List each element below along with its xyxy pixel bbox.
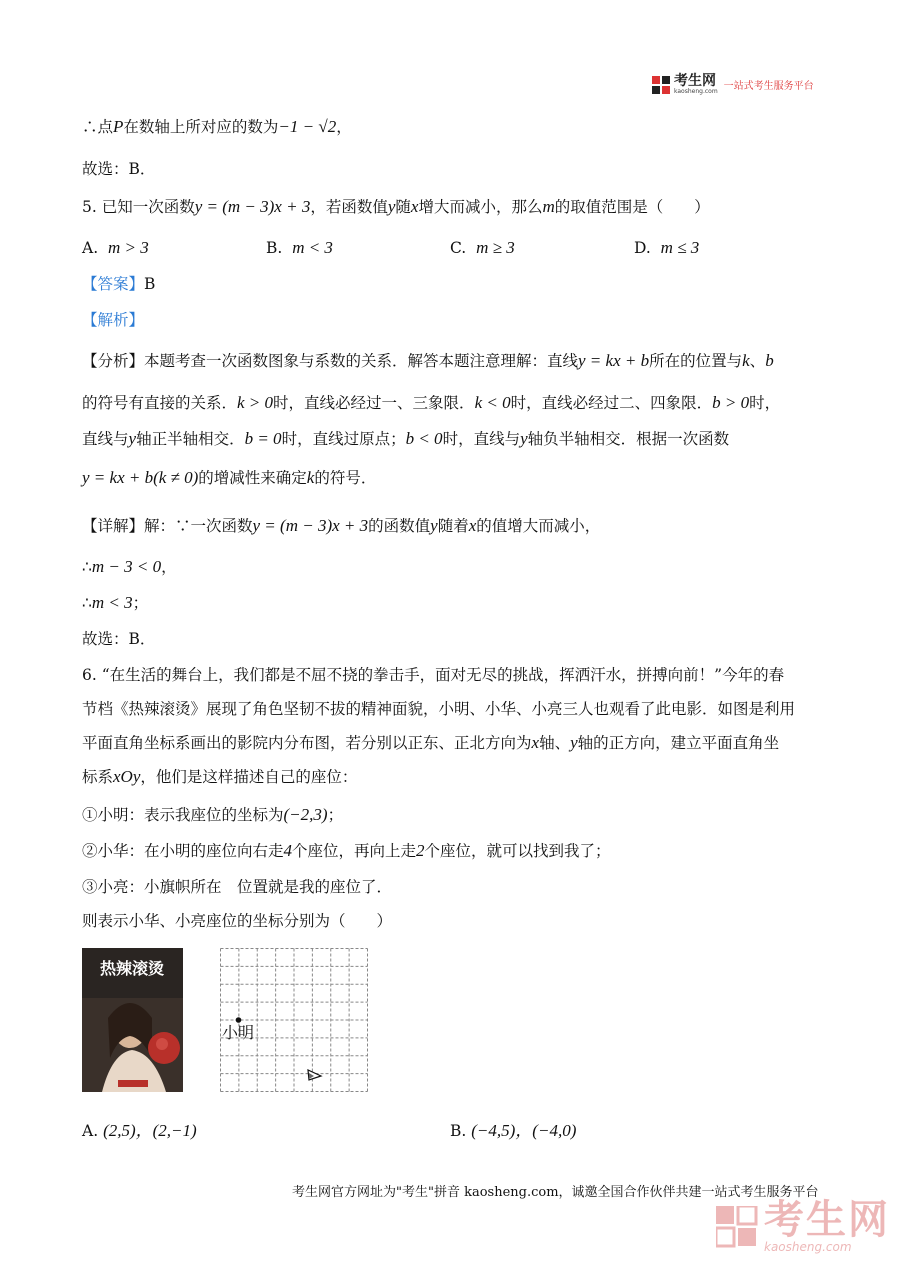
watermark-text: 考生网 bbox=[764, 1197, 890, 1243]
seat-grid bbox=[220, 948, 368, 1096]
header-logo bbox=[652, 74, 814, 95]
logo-icon bbox=[652, 76, 670, 94]
q5-analysis-line4: y = kx + b(k ≠ 0)的增减性来确定k的符号． bbox=[82, 468, 377, 487]
xiaoming-seat-dot bbox=[236, 1017, 242, 1023]
movie-poster bbox=[82, 948, 183, 1092]
q5-analysis-line1: 【分析】本题考查一次函数图象与系数的关系．解答本题注意理解：直线y = kx + b所在的位置与k、b bbox=[82, 351, 774, 370]
q5-option-b: B. m < 3 bbox=[266, 238, 333, 257]
logo-sub: kaosheng.com bbox=[674, 88, 718, 95]
q4-conclusion: ∴点P在数轴上所对应的数为−1 − √2， bbox=[82, 117, 352, 136]
q6-paragraph-2: 节档《热辣滚烫》展现了角色坚韧不拔的精神面貌，小明、小华、小亮三人也观看了此电影．如图是利用 bbox=[82, 700, 796, 718]
watermark-sub: kaosheng.com bbox=[764, 1240, 852, 1254]
q6-option-a: A. (2,5)，(2,−1) bbox=[82, 1121, 197, 1140]
q6-item-3: ③小亮：小旗帜所在 位置就是我的座位了． bbox=[82, 878, 393, 896]
q6-question: 则表示小华、小亮座位的坐标分别为（ ） bbox=[82, 912, 393, 930]
logo-name: 考生网 bbox=[674, 73, 716, 89]
flag-icon bbox=[308, 1070, 321, 1080]
q5-answer: 【答案】B bbox=[82, 275, 156, 293]
q5-analysis-line2: 的符号有直接的关系．k > 0时，直线必经过一、三象限．k < 0时，直线必经过二、四象限．b > 0时， bbox=[82, 393, 781, 412]
logo-slogan: 一站式考生服务平台 bbox=[723, 81, 814, 92]
q5-detail-line2: ∴m − 3 < 0， bbox=[82, 557, 177, 576]
q5-analysis-line3: 直线与y轴正半轴相交．b = 0时，直线过原点；b < 0时，直线与y轴负半轴相交．根据一次函数 bbox=[82, 429, 730, 448]
q6-paragraph-3: 平面直角坐标系画出的影院内分布图，若分别以正东、正北方向为x轴、y轴的正方向，建立平面直角坐 bbox=[82, 733, 780, 752]
grid-label-xiaoming: 小明 bbox=[222, 1023, 255, 1042]
q5-stem: 5. 已知一次函数y = (m − 3)x + 3，若函数值y随x增大而减小，那么m的取值范围是（ ） bbox=[82, 197, 710, 216]
q5-analysis-tag: 【解析】 bbox=[82, 311, 145, 329]
q6-item-2: ②小华：在小明的座位向右走4个座位，再向上走2个座位，就可以找到我了； bbox=[82, 841, 611, 860]
q5-detail-line1: 【详解】解：∵一次函数y = (m − 3)x + 3的函数值y随着x的值增大而减小， bbox=[82, 516, 601, 535]
watermark-logo-icon bbox=[716, 1206, 758, 1248]
q6-paragraph-1: 6. “在生活的舞台上，我们都是不屈不挠的拳击手，面对无尽的挑战，挥洒汗水，拼搏向前！”今年的春 bbox=[82, 666, 785, 684]
watermark bbox=[716, 1197, 890, 1254]
q6-paragraph-4: 标系xOy，他们是这样描述自己的座位： bbox=[82, 767, 358, 786]
q5-option-a: A. m > 3 bbox=[82, 238, 149, 257]
q6-option-b: B. (−4,5)，(−4,0) bbox=[450, 1121, 577, 1140]
q5-detail-line3: ∴m < 3； bbox=[82, 593, 149, 612]
q5-option-c: C. m ≥ 3 bbox=[450, 238, 515, 257]
poster-title: 热辣滚烫 bbox=[99, 959, 165, 978]
q4-choice: 故选：B． bbox=[82, 160, 156, 178]
footer-text: 考生网官方网址为"考生"拼音 kaosheng.com，诚邀全国合作伙伴共建一站式考生服务平台 bbox=[292, 1185, 819, 1200]
q6-item-1: ①小明：表示我座位的坐标为(−2,3)； bbox=[82, 805, 344, 824]
q5-detail-line4: 故选：B． bbox=[82, 630, 156, 648]
q5-option-d: D. m ≤ 3 bbox=[634, 238, 700, 257]
